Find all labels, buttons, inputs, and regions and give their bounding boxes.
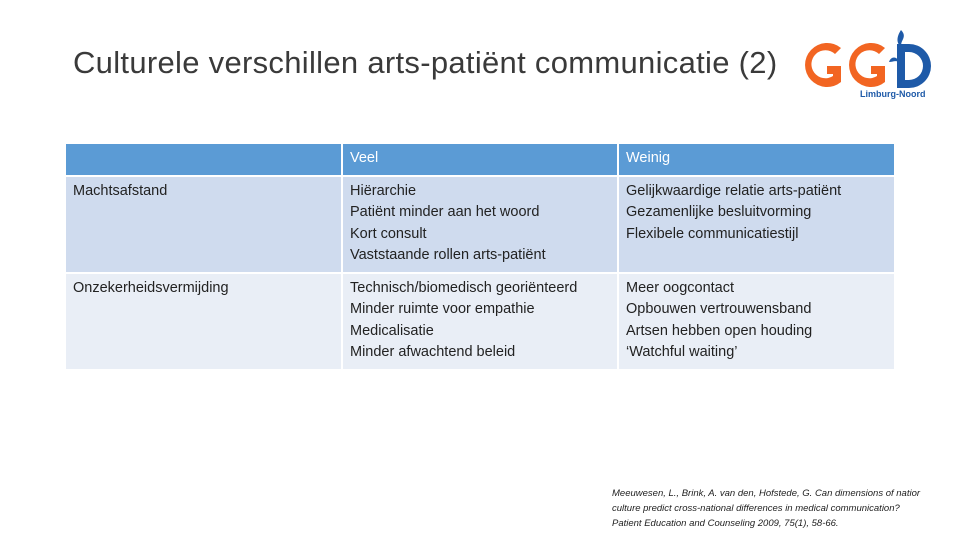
header-weinig: Weinig [618,144,894,176]
row-label-onzekerheidsvermijding: Onzekerheidsvermijding [66,273,342,370]
comparison-table [66,144,894,371]
cell-machtsafstand-veel [342,176,618,273]
citation [612,486,960,531]
list-item: Kort consult [350,225,427,242]
header-veel: Veel [342,144,618,176]
list-item: Opbouwen vertrouwensband [626,301,812,317]
table-row [66,273,894,370]
list-item: Minder afwachtend beleid [350,344,516,360]
cell-machtsafstand-weinig [618,176,894,273]
table-row [66,176,894,273]
header-empty [66,144,342,176]
list-item: Gezamenlijke besluitvorming [626,204,812,220]
citation-line: culture predict cross-national differences in medical communication? [612,503,900,514]
cell-onzekerheid-weinig [618,273,894,370]
row-label-machtsafstand: Machtsafstand [66,176,342,273]
logo-subtext: Limburg-Noord [860,89,926,99]
list-item: Hiërarchie [350,182,417,199]
citation-line: Meeuwesen, L., Brink, A. van den, Hofstede, G. Can dimensions of natior [612,488,921,499]
list-item: Vaststaande rollen arts-patiënt [350,247,546,263]
list-item: Flexibele communicatiestijl [626,225,799,242]
list-item: Gelijkwaardige relatie arts-patiënt [626,182,842,199]
slide-title: Culturele verschillen arts-patiënt communicatie (2) [73,45,778,80]
list-item: Technisch/biomedisch georiënteerd [350,279,578,296]
list-item: Medicalisatie [350,322,434,339]
list-item: ‘Watchful waiting’ [626,344,738,360]
citation-line: Patient Education and Counseling 2009, 75(1), 58-66. [612,518,839,529]
cell-onzekerheid-veel [342,273,618,370]
list-item: Artsen hebben open houding [626,322,813,339]
list-item: Minder ruimte voor empathie [350,301,535,317]
list-item: Patiënt minder aan het woord [350,204,540,220]
list-item: Meer oogcontact [626,279,735,296]
table-header-row [66,144,894,176]
